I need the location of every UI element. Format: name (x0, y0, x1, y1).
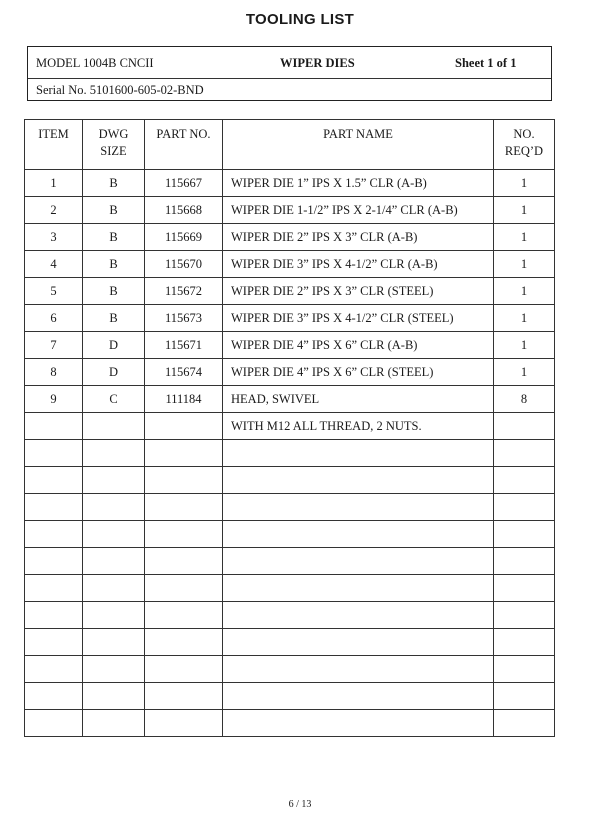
header-box (27, 46, 552, 101)
table-row (25, 305, 555, 332)
part-no-cell (145, 413, 223, 440)
part-name-cell (223, 656, 494, 683)
dwg-size-cell (83, 413, 145, 440)
col-header-dwg-size: DWG SIZE (83, 120, 145, 170)
table-row (25, 575, 555, 602)
qty-cell: 1 (494, 332, 555, 359)
table-row (25, 521, 555, 548)
item-cell (25, 710, 83, 737)
part-no-cell: 115673 (145, 305, 223, 332)
qty-cell (494, 440, 555, 467)
page-title: TOOLING LIST (245, 11, 355, 28)
dwg-size-cell: B (83, 224, 145, 251)
qty-cell: 1 (494, 251, 555, 278)
dwg-size-cell: B (83, 197, 145, 224)
item-cell: 8 (25, 359, 83, 386)
part-no-cell (145, 710, 223, 737)
qty-cell (494, 467, 555, 494)
table-row (25, 710, 555, 737)
part-name-cell: WIPER DIE 3” IPS X 4-1/2” CLR (A-B) (223, 251, 494, 278)
part-name-cell (223, 602, 494, 629)
dwg-size-cell (83, 656, 145, 683)
dwg-size-cell: C (83, 386, 145, 413)
dwg-size-cell: B (83, 251, 145, 278)
qty-cell (494, 710, 555, 737)
table-row (25, 251, 555, 278)
col-header-part-no: PART NO. (145, 120, 223, 170)
item-cell (25, 656, 83, 683)
part-no-cell (145, 521, 223, 548)
dwg-size-cell (83, 629, 145, 656)
item-cell: 9 (25, 386, 83, 413)
qty-cell (494, 413, 555, 440)
dwg-size-cell (83, 440, 145, 467)
part-no-cell: 111184 (145, 386, 223, 413)
dwg-size-cell (83, 548, 145, 575)
part-no-cell (145, 575, 223, 602)
part-no-cell: 115672 (145, 278, 223, 305)
table-row (25, 629, 555, 656)
qty-cell (494, 521, 555, 548)
qty-cell: 1 (494, 278, 555, 305)
part-no-cell (145, 467, 223, 494)
part-name-cell (223, 629, 494, 656)
page-number: 6 / 13 (288, 799, 312, 810)
qty-cell (494, 602, 555, 629)
qty-cell: 1 (494, 359, 555, 386)
part-name-cell (223, 683, 494, 710)
part-name-cell (223, 710, 494, 737)
item-cell: 7 (25, 332, 83, 359)
dwg-size-cell (83, 575, 145, 602)
item-cell (25, 629, 83, 656)
table-row (25, 440, 555, 467)
dwg-size-cell: B (83, 305, 145, 332)
part-name-cell (223, 548, 494, 575)
tooling-table (24, 119, 555, 737)
qty-cell (494, 629, 555, 656)
part-no-cell (145, 629, 223, 656)
table-row (25, 548, 555, 575)
part-name-cell: WIPER DIE 2” IPS X 3” CLR (STEEL) (223, 278, 494, 305)
part-name-cell: WIPER DIE 1-1/2” IPS X 2-1/4” CLR (A-B) (223, 197, 494, 224)
item-cell (25, 575, 83, 602)
serial-number: Serial No. 5101600-605-02-BND (36, 83, 204, 97)
table-row (25, 170, 555, 197)
part-no-cell: 115674 (145, 359, 223, 386)
part-name-cell: WIPER DIE 3” IPS X 4-1/2” CLR (STEEL) (223, 305, 494, 332)
col-header-qty: NO. REQ’D (494, 120, 555, 170)
item-cell (25, 521, 83, 548)
item-cell (25, 440, 83, 467)
table-row (25, 197, 555, 224)
qty-cell (494, 656, 555, 683)
part-name-cell: WIPER DIE 2” IPS X 3” CLR (A-B) (223, 224, 494, 251)
item-cell: 4 (25, 251, 83, 278)
qty-cell (494, 548, 555, 575)
part-no-cell: 115670 (145, 251, 223, 278)
part-name-cell: WIPER DIE 4” IPS X 6” CLR (STEEL) (223, 359, 494, 386)
part-no-cell: 115668 (145, 197, 223, 224)
item-cell (25, 413, 83, 440)
item-cell: 3 (25, 224, 83, 251)
item-cell (25, 602, 83, 629)
part-name-cell (223, 440, 494, 467)
item-cell: 2 (25, 197, 83, 224)
item-cell (25, 683, 83, 710)
table-row (25, 413, 555, 440)
dwg-size-cell (83, 494, 145, 521)
qty-cell: 1 (494, 305, 555, 332)
part-name-cell (223, 521, 494, 548)
dwg-size-cell (83, 710, 145, 737)
dwg-size-cell: D (83, 332, 145, 359)
table-header-row (25, 120, 555, 170)
header-row-model (28, 47, 551, 79)
item-cell (25, 467, 83, 494)
part-name-cell: WIPER DIE 4” IPS X 6” CLR (A-B) (223, 332, 494, 359)
table-row (25, 602, 555, 629)
table-row (25, 683, 555, 710)
part-no-cell: 115669 (145, 224, 223, 251)
table-row (25, 278, 555, 305)
part-name-cell: WIPER DIE 1” IPS X 1.5” CLR (A-B) (223, 170, 494, 197)
table-row (25, 494, 555, 521)
dwg-size-cell (83, 683, 145, 710)
model-label: MODEL 1004B CNCII (36, 56, 154, 70)
qty-cell (494, 575, 555, 602)
part-no-cell: 115667 (145, 170, 223, 197)
part-no-cell (145, 548, 223, 575)
part-no-cell (145, 494, 223, 521)
qty-cell (494, 683, 555, 710)
section-title: WIPER DIES (280, 56, 355, 70)
qty-cell: 1 (494, 197, 555, 224)
qty-cell (494, 494, 555, 521)
table-row (25, 224, 555, 251)
table-row (25, 359, 555, 386)
item-cell: 1 (25, 170, 83, 197)
col-header-part-name: PART NAME (223, 120, 494, 170)
dwg-size-cell (83, 521, 145, 548)
qty-cell: 1 (494, 170, 555, 197)
dwg-size-cell: B (83, 278, 145, 305)
dwg-size-cell (83, 467, 145, 494)
table-row (25, 467, 555, 494)
qty-cell: 8 (494, 386, 555, 413)
table-row (25, 656, 555, 683)
col-header-item: ITEM (25, 120, 83, 170)
table-row (25, 386, 555, 413)
part-no-cell: 115671 (145, 332, 223, 359)
item-cell (25, 494, 83, 521)
part-name-cell: HEAD, SWIVEL (223, 386, 494, 413)
part-name-cell (223, 467, 494, 494)
part-no-cell (145, 683, 223, 710)
part-name-cell (223, 494, 494, 521)
item-cell: 6 (25, 305, 83, 332)
part-name-cell (223, 575, 494, 602)
qty-cell: 1 (494, 224, 555, 251)
item-cell (25, 548, 83, 575)
part-name-cell: WITH M12 ALL THREAD, 2 NUTS. (223, 413, 494, 440)
part-no-cell (145, 656, 223, 683)
item-cell: 5 (25, 278, 83, 305)
dwg-size-cell (83, 602, 145, 629)
sheet-number: Sheet 1 of 1 (455, 56, 517, 70)
table-row (25, 332, 555, 359)
part-no-cell (145, 602, 223, 629)
dwg-size-cell: D (83, 359, 145, 386)
dwg-size-cell: B (83, 170, 145, 197)
part-no-cell (145, 440, 223, 467)
